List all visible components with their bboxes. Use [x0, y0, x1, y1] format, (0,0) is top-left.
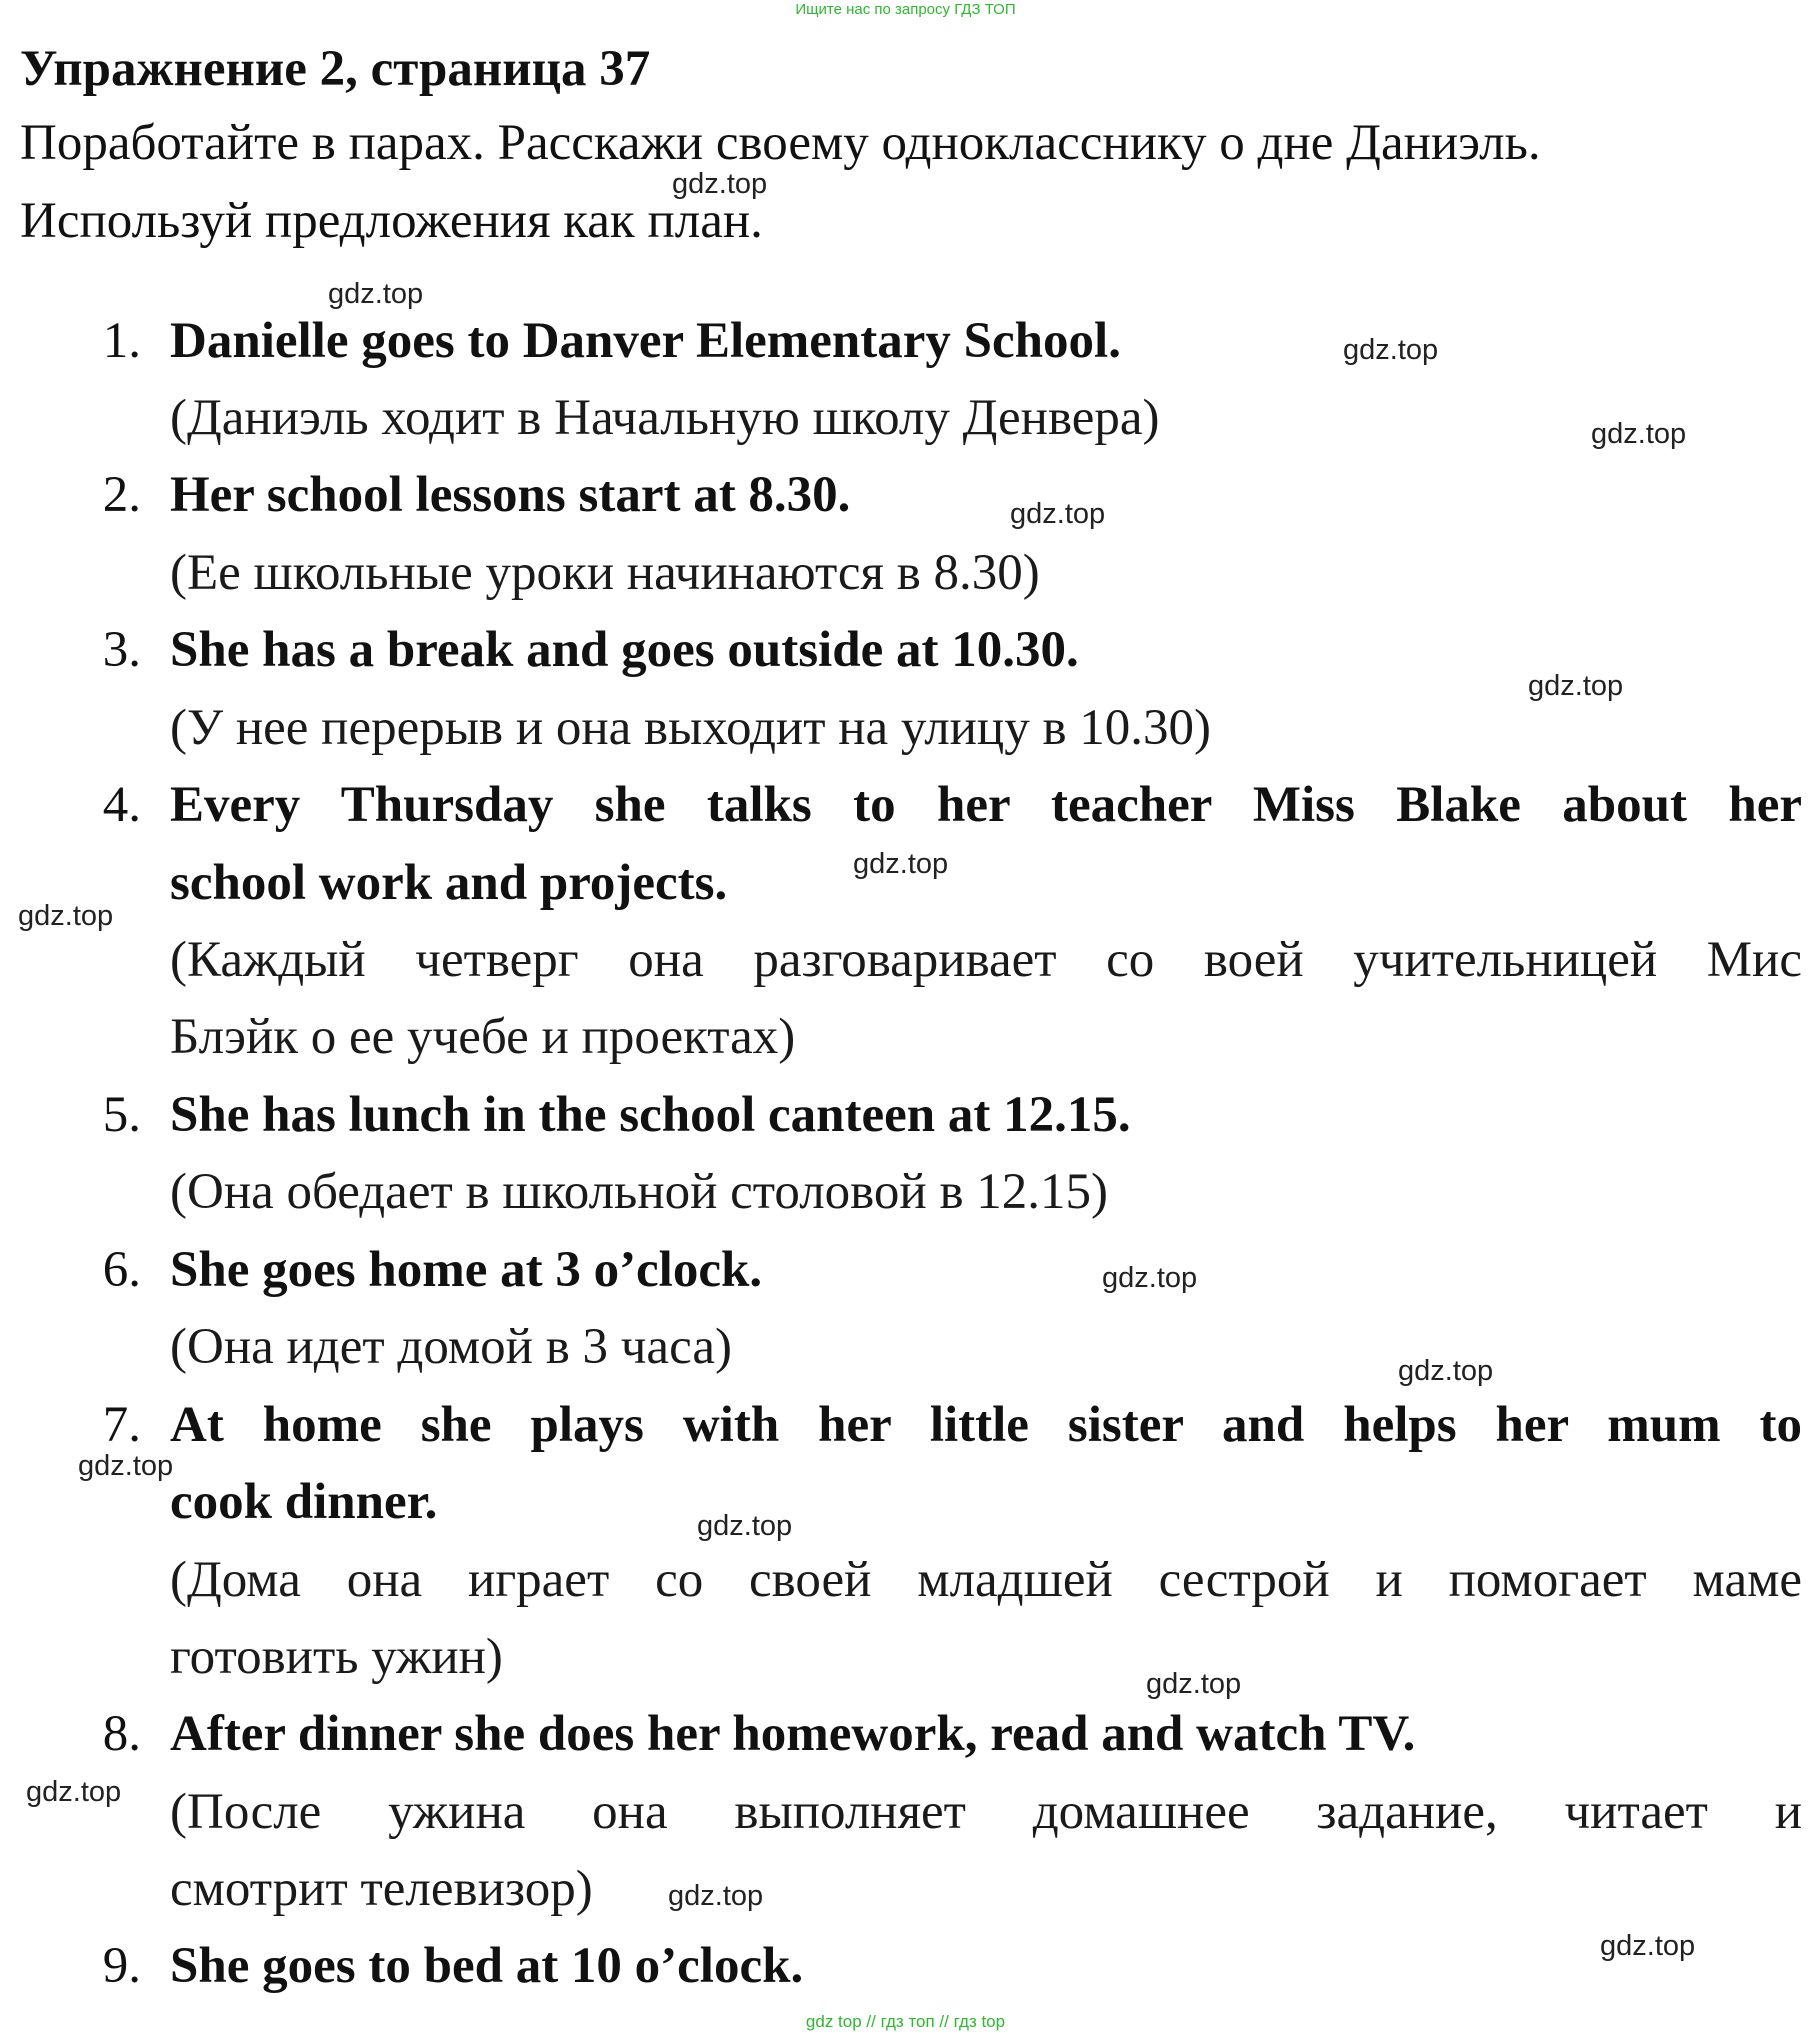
item-number: 3. — [102, 622, 141, 678]
watermark: gdz.top — [328, 278, 424, 310]
watermark: gdz.top — [1591, 418, 1687, 450]
item-english: Danielle goes to Danver Elementary School. — [170, 313, 1121, 369]
bottom-banner: gdz top // гдз топ // гдз top — [805, 2012, 1006, 2031]
watermark: gdz.top — [668, 1880, 764, 1912]
item-russian: (Даниэль ходит в Начальную школу Денвера) — [170, 390, 1160, 446]
watermark: gdz.top — [18, 900, 114, 932]
item-number: 5. — [102, 1087, 141, 1143]
watermark: gdz.top — [1010, 498, 1106, 530]
item-russian: Блэйк о ее учебе и проектах) — [170, 1009, 796, 1065]
watermark: gdz.top — [697, 1510, 793, 1542]
item-russian: (Каждый четверг она разговаривает со воей учительницей Мис — [170, 932, 1802, 988]
item-number: 7. — [102, 1397, 141, 1453]
watermark: gdz.top — [853, 848, 949, 880]
task-text-line-2: Используй предложения как план. — [20, 193, 763, 249]
item-russian: (После ужина она выполняет домашнее задание, читает и — [170, 1784, 1802, 1840]
watermark: gdz.top — [1600, 1930, 1696, 1962]
watermark: gdz.top — [78, 1450, 174, 1482]
item-russian: (Ее школьные уроки начинаются в 8.30) — [170, 545, 1040, 601]
item-english: Her school lessons start at 8.30. — [170, 467, 851, 523]
top-banner: Ищите нас по запросу ГДЗ ТОП — [795, 1, 1016, 18]
item-russian: (Она обедает в школьной столовой в 12.15) — [170, 1164, 1109, 1220]
item-russian: (У нее перерыв и она выходит на улицу в 10.30) — [170, 700, 1212, 756]
watermark: gdz.top — [672, 168, 768, 200]
item-english: school work and projects. — [170, 855, 728, 911]
watermark: gdz.top — [1343, 334, 1439, 366]
item-russian: готовить ужин) — [170, 1629, 503, 1685]
item-english: She goes home at 3 o’clock. — [170, 1242, 763, 1298]
item-number: 2. — [102, 467, 141, 523]
item-russian: (Она идет домой в 3 часа) — [170, 1319, 732, 1375]
item-english: cook dinner. — [170, 1474, 438, 1530]
item-number: 6. — [102, 1242, 141, 1298]
item-russian: смотрит телевизор) — [170, 1861, 593, 1917]
item-number: 9. — [102, 1938, 141, 1994]
item-english: At home she plays with her little sister and helps her mum to — [170, 1397, 1802, 1453]
item-english: She has a break and goes outside at 10.30. — [170, 622, 1079, 678]
watermark: gdz.top — [1528, 670, 1624, 702]
item-number: 1. — [102, 313, 141, 369]
item-english: Every Thursday she talks to her teacher Miss Blake about her — [170, 777, 1802, 833]
task-text-line-1: Поработайте в парах. Расскажи своему однокласснику о дне Даниэль. — [20, 115, 1541, 171]
item-english: After dinner she does her homework, read and watch TV. — [170, 1706, 1416, 1762]
item-russian: (Дома она играет со своей младшей сестрой и помогает маме — [170, 1552, 1802, 1608]
page-title: Упражнение 2, страница 37 — [20, 41, 651, 97]
watermark: gdz.top — [26, 1776, 122, 1808]
item-number: 8. — [102, 1706, 141, 1762]
item-number: 4. — [102, 777, 141, 833]
watermark: gdz.top — [1146, 1668, 1242, 1700]
watermark: gdz.top — [1102, 1262, 1198, 1294]
item-english: She has lunch in the school canteen at 12.15. — [170, 1087, 1131, 1143]
watermark: gdz.top — [1398, 1355, 1494, 1387]
item-english: She goes to bed at 10 o’clock. — [170, 1938, 804, 1994]
